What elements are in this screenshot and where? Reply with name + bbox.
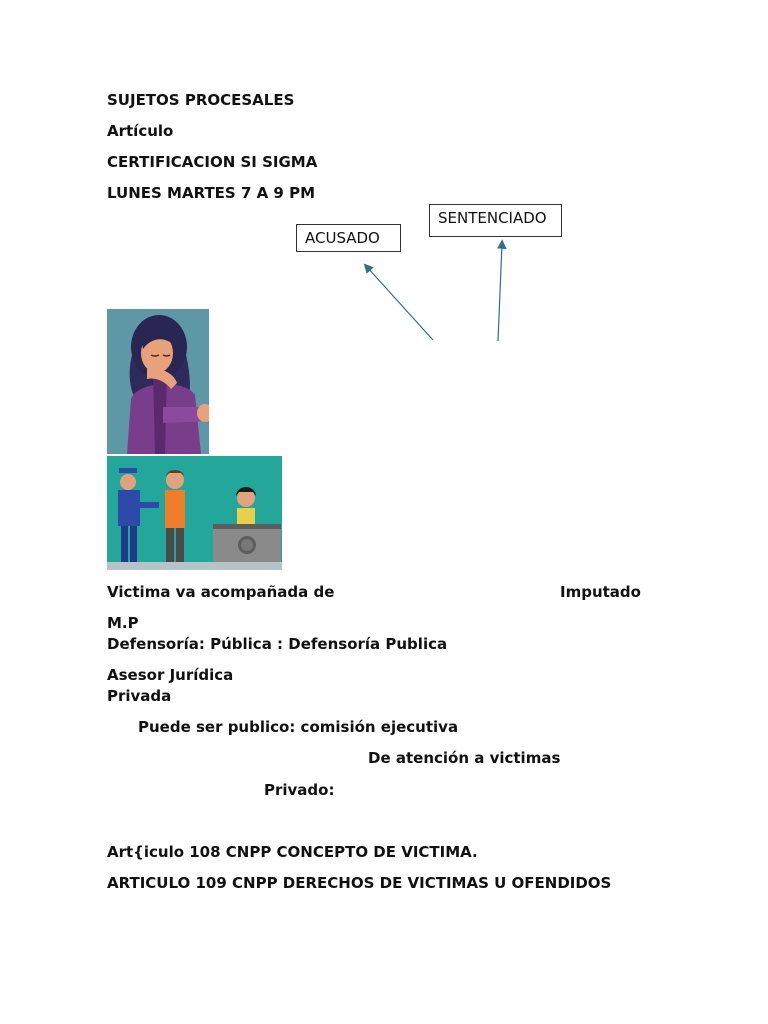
line-imputado: Imputado — [560, 583, 641, 601]
line-certificacion: CERTIFICACION SI SIGMA — [107, 153, 318, 171]
arrow-to-sentenciado — [498, 244, 502, 341]
line-privada: Privada — [107, 687, 172, 705]
box-sentenciado: SENTENCIADO — [429, 204, 562, 237]
box-acusado: ACUSADO — [296, 224, 401, 252]
line-asesor: Asesor Jurídica — [107, 666, 234, 684]
doc-title: SUJETOS PROCESALES — [107, 91, 295, 109]
court-scene-illustration-icon — [107, 456, 282, 570]
line-mp: M.P — [107, 614, 139, 632]
line-art108: Art{iculo 108 CNPP CONCEPTO DE VICTIMA. — [107, 843, 478, 861]
line-articulo: Artículo — [107, 122, 174, 140]
arrow-to-acusado — [367, 267, 433, 340]
line-schedule: LUNES MARTES 7 A 9 PM — [107, 184, 316, 202]
sad-woman-illustration-icon — [107, 309, 209, 454]
line-art109: ARTICULO 109 CNPP DERECHOS DE VICTIMAS U OFENDIDOS — [107, 874, 612, 892]
line-victima: Victima va acompañada de — [107, 583, 335, 601]
line-atencion: De atención a victimas — [368, 749, 561, 767]
line-publico: Puede ser publico: comisión ejecutiva — [138, 718, 459, 736]
line-defensoria: Defensoría: Pública : Defensoría Publica — [107, 635, 448, 653]
line-privado: Privado: — [264, 781, 335, 799]
